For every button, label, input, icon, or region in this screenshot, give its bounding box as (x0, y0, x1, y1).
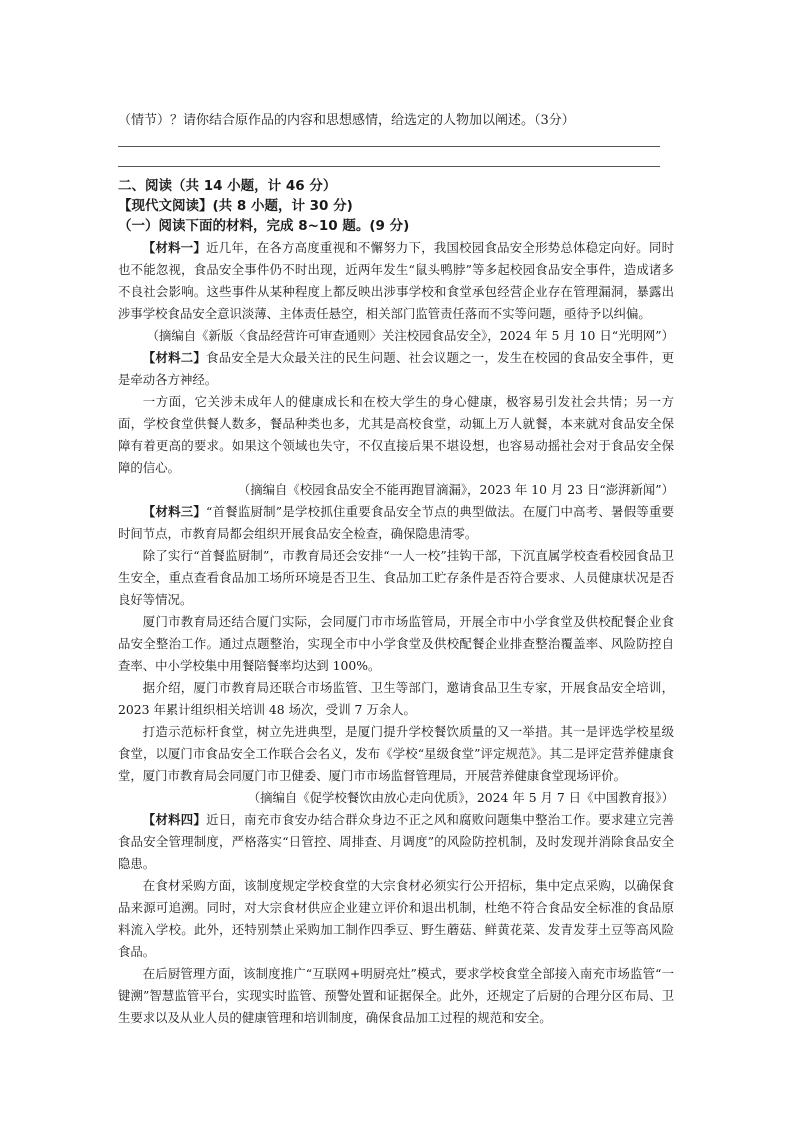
paragraph-text: 食品安全是大众最关注的民生问题、社会议题之一，发生在校园的食品安全事件，更是牵动各方神经。 (118, 350, 675, 387)
material-tag: 【材料三】 (142, 504, 207, 519)
material-paragraph: 厦门市教育局还结合厦门实际，会同厦门市市场监管局，开展全市中小学食堂及供校配餐企业食品安全整治工作。通过点题整治，实现全市中小学食堂及供校配餐企业排查整治覆盖率、风险防控自查率、中小学校集中用餐陪餐率均达到 100%。 (118, 614, 674, 673)
material-tag: 【材料一】 (142, 240, 207, 255)
material-paragraph: 在食材采购方面，该制度规定学校食堂的大宗食材必须实行公开招标，集中定点采购，以确保食品来源可追溯。同时，对大宗食材供应企业建立评价和退出机制，杜绝不符合食品安全标准的食品原料流入学校。此外，还特别禁止采购加工制作四季豆、野生蘑菇、鲜黄花菜、发青发芽土豆等高风险食品。 (118, 878, 674, 959)
material-paragraph (118, 347, 674, 391)
answer-line[interactable] (118, 146, 660, 147)
material-paragraph: 打造示范标杆食堂，树立先进典型，是厦门提升学校餐饮质量的又一举措。其一是评选学校星级食堂，以厦门市食品安全工作联合会名义，发布《学校“星级食堂”评定规范》。其二是评定营养健康食堂，厦门市教育局会同厦门市卫健委、厦门市市场监督管理局，开展营养健康食堂现场评价。 (118, 724, 674, 783)
part-title: （一）阅读下面的材料，完成 8~10 题。(9 分) (118, 218, 410, 234)
material-paragraph: 除了实行“首餐监厨制”，市教育局还会安排“一人一校”挂钩干部，下沉直属学校查看校园食品卫生安全，重点查看食品加工场所环境是否卫生、食品加工贮存条件是否符合要求、人员健康状况是否良好等情况。 (118, 548, 674, 607)
question-tail: （情节）？请你结合原作品的内容和思想感情，给选定的人物加以阐述。（3分） (118, 113, 575, 128)
paragraph-text: 近日，南充市食安办结合群众身边不正之风和腐败问题集中整治工作。要求建立完善食品安全管理制度，严格落实“日管控、周排查、月调度”的风险防控机制，及时发现并消除食品安全隐患。 (118, 812, 675, 871)
material-tag: 【材料二】 (142, 350, 207, 365)
material-paragraph (118, 501, 674, 545)
material-paragraph: 在后厨管理方面，该制度推广“互联网+明厨亮灶”模式，要求学校食堂全部接入南充市场监管“一键溯”智慧监管平台，实现实时监管、预警处置和证据保全。此外，还规定了后厨的合理分区布局、卫生要求以及从业人员的健康管理和培训制度，确保食品加工过程的规范和安全。 (118, 966, 674, 1025)
material-paragraph (118, 237, 674, 325)
material-paragraph: 一方面，它关涉未成年人的健康成长和在校大学生的身心健康，极容易引发社会共情；另一方面，学校食堂供餐人数多，餐品种类也多，尤其是高校食堂，动辄上万人就餐，本来就对食品安全保障有着更高的要求。如果这个领域也失守，不仅直接后果不堪设想，也容易动摇社会对于食品安全保障的信心。 (118, 394, 674, 475)
material-paragraph (118, 809, 674, 875)
material-paragraph: 据介绍，厦门市教育局还联合市场监管、卫生等部门，邀请食品卫生专家，开展食品安全培训，2023 年累计组织相关培训 48 场次，受训 7 万余人。 (118, 680, 674, 717)
paragraph-text: “首餐监厨制”是学校抓住重要食品安全节点的典型做法。在厦门中高考、暑假等重要时间节点，市教育局都会组织开展食品安全检查，确保隐患清零。 (118, 504, 675, 541)
paragraph-text: 近几年，在各方高度重视和不懈努力下，我国校园食品安全形势总体稳定向好。同时也不能忽视，食品安全事件仍不时出现，近两年发生“鼠头鸭脖”等多起校园食品安全事件，造成诸多不良社会影响。这些事件从某种程度上都反映出涉事学校和食堂承包经营企业存在管理漏洞，暴露出涉事学校食品安全意识淡薄、主体责任悬空，相关部门监管责任落而不实等问题，亟待予以纠偏。 (118, 240, 675, 321)
material-tag: 【材料四】 (142, 812, 207, 827)
material-source: （摘编自《校园食品安全不能再跑冒滴漏》，2023 年 10 月 23 日“澎湃新闻”） (237, 482, 674, 497)
subsection-title: 【现代文阅读】(共 8 小题，计 30 分) (118, 198, 353, 214)
material-source: （摘编自《新版〈食品经营许可审查通则〉关注校园食品安全》，2024 年 5 月 10 日“光明网”） (146, 328, 674, 343)
reading-materials (118, 237, 674, 1029)
material-source: （摘编自《促学校餐饮由放心走向优质》，2024 年 5 月 7 日《中国教育报》） (247, 790, 674, 805)
answer-line[interactable] (118, 166, 660, 167)
section-title: 二、阅读（共 14 小题，计 46 分） (118, 178, 337, 194)
